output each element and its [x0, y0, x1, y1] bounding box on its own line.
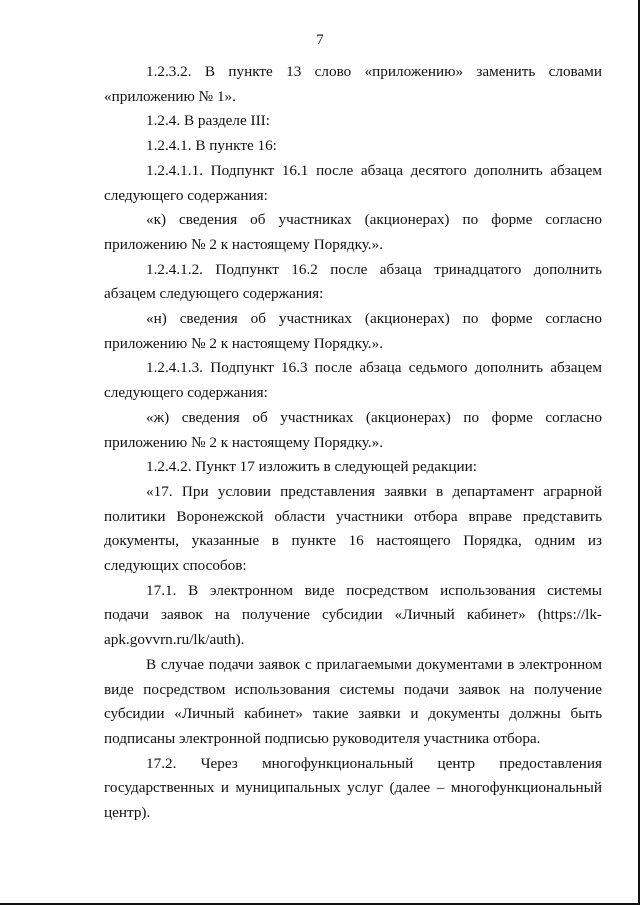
- paragraph-1-2-4-1-3: 1.2.4.1.3. Подпункт 16.3 после абзаца седьмого дополнить абзацем следующего содержания:: [104, 359, 602, 402]
- paragraph-1-2-4-1-2: 1.2.4.1.2. Подпункт 16.2 после абзаца тринадцатого дополнить абзацем следующего содержания:: [104, 260, 602, 303]
- document-body: [104, 60, 602, 826]
- paragraph-1-2-4-1-1: 1.2.4.1.1. Подпункт 16.1 после абзаца десятого дополнить абзацем следующего содержания:: [104, 161, 602, 204]
- paragraph-17-2: 17.2. Через многофункциональный центр предоставления государственных и муниципальных услуг (далее – многофункциональный центр).: [104, 754, 602, 822]
- paragraph-1-2-4-1: 1.2.4.1. В пункте 16:: [146, 137, 277, 155]
- paragraph-item-zh: «ж) сведения об участниках (акционерах) по форме согласно приложению № 2 к настоящему Порядку.».: [104, 408, 602, 451]
- paragraph-17-1: 17.1. В электронном виде посредством использования системы подачи заявок на получение субсидии «Личный кабинет» (https://lk-apk.govvrn.ru/lk/auth).: [104, 581, 602, 649]
- paragraph-electronic-signature: В случае подачи заявок с прилагаемыми документами в электронном виде посредством использования системы подачи заявок на получение субсидии «Личный кабинет» такие заявки и документы должны быть подписаны электронной подписью руководителя участника отбора.: [104, 655, 602, 747]
- paragraph-1-2-4-2: 1.2.4.2. Пункт 17 изложить в следующей редакции:: [146, 458, 477, 476]
- paragraph-17: «17. При условии представления заявки в департамент аграрной политики Воронежской области участники отбора вправе представить документы, указанные в пункте 16 настоящего Порядка, одним из следующих способов:: [104, 482, 602, 575]
- page-number: 7: [316, 32, 324, 48]
- paragraph-1-2-4: 1.2.4. В разделе III:: [146, 112, 270, 130]
- paragraph-item-n: «н) сведения об участниках (акционерах) по форме согласно приложению № 2 к настоящему Порядку.».: [104, 310, 602, 352]
- paragraph-item-k: «к) сведения об участниках (акционерах) по форме согласно приложению № 2 к настоящему Порядку.».: [104, 211, 602, 253]
- paragraph-1-2-3-2: 1.2.3.2. В пункте 13 слово «приложению» заменить словами «приложению № 1».: [104, 63, 602, 105]
